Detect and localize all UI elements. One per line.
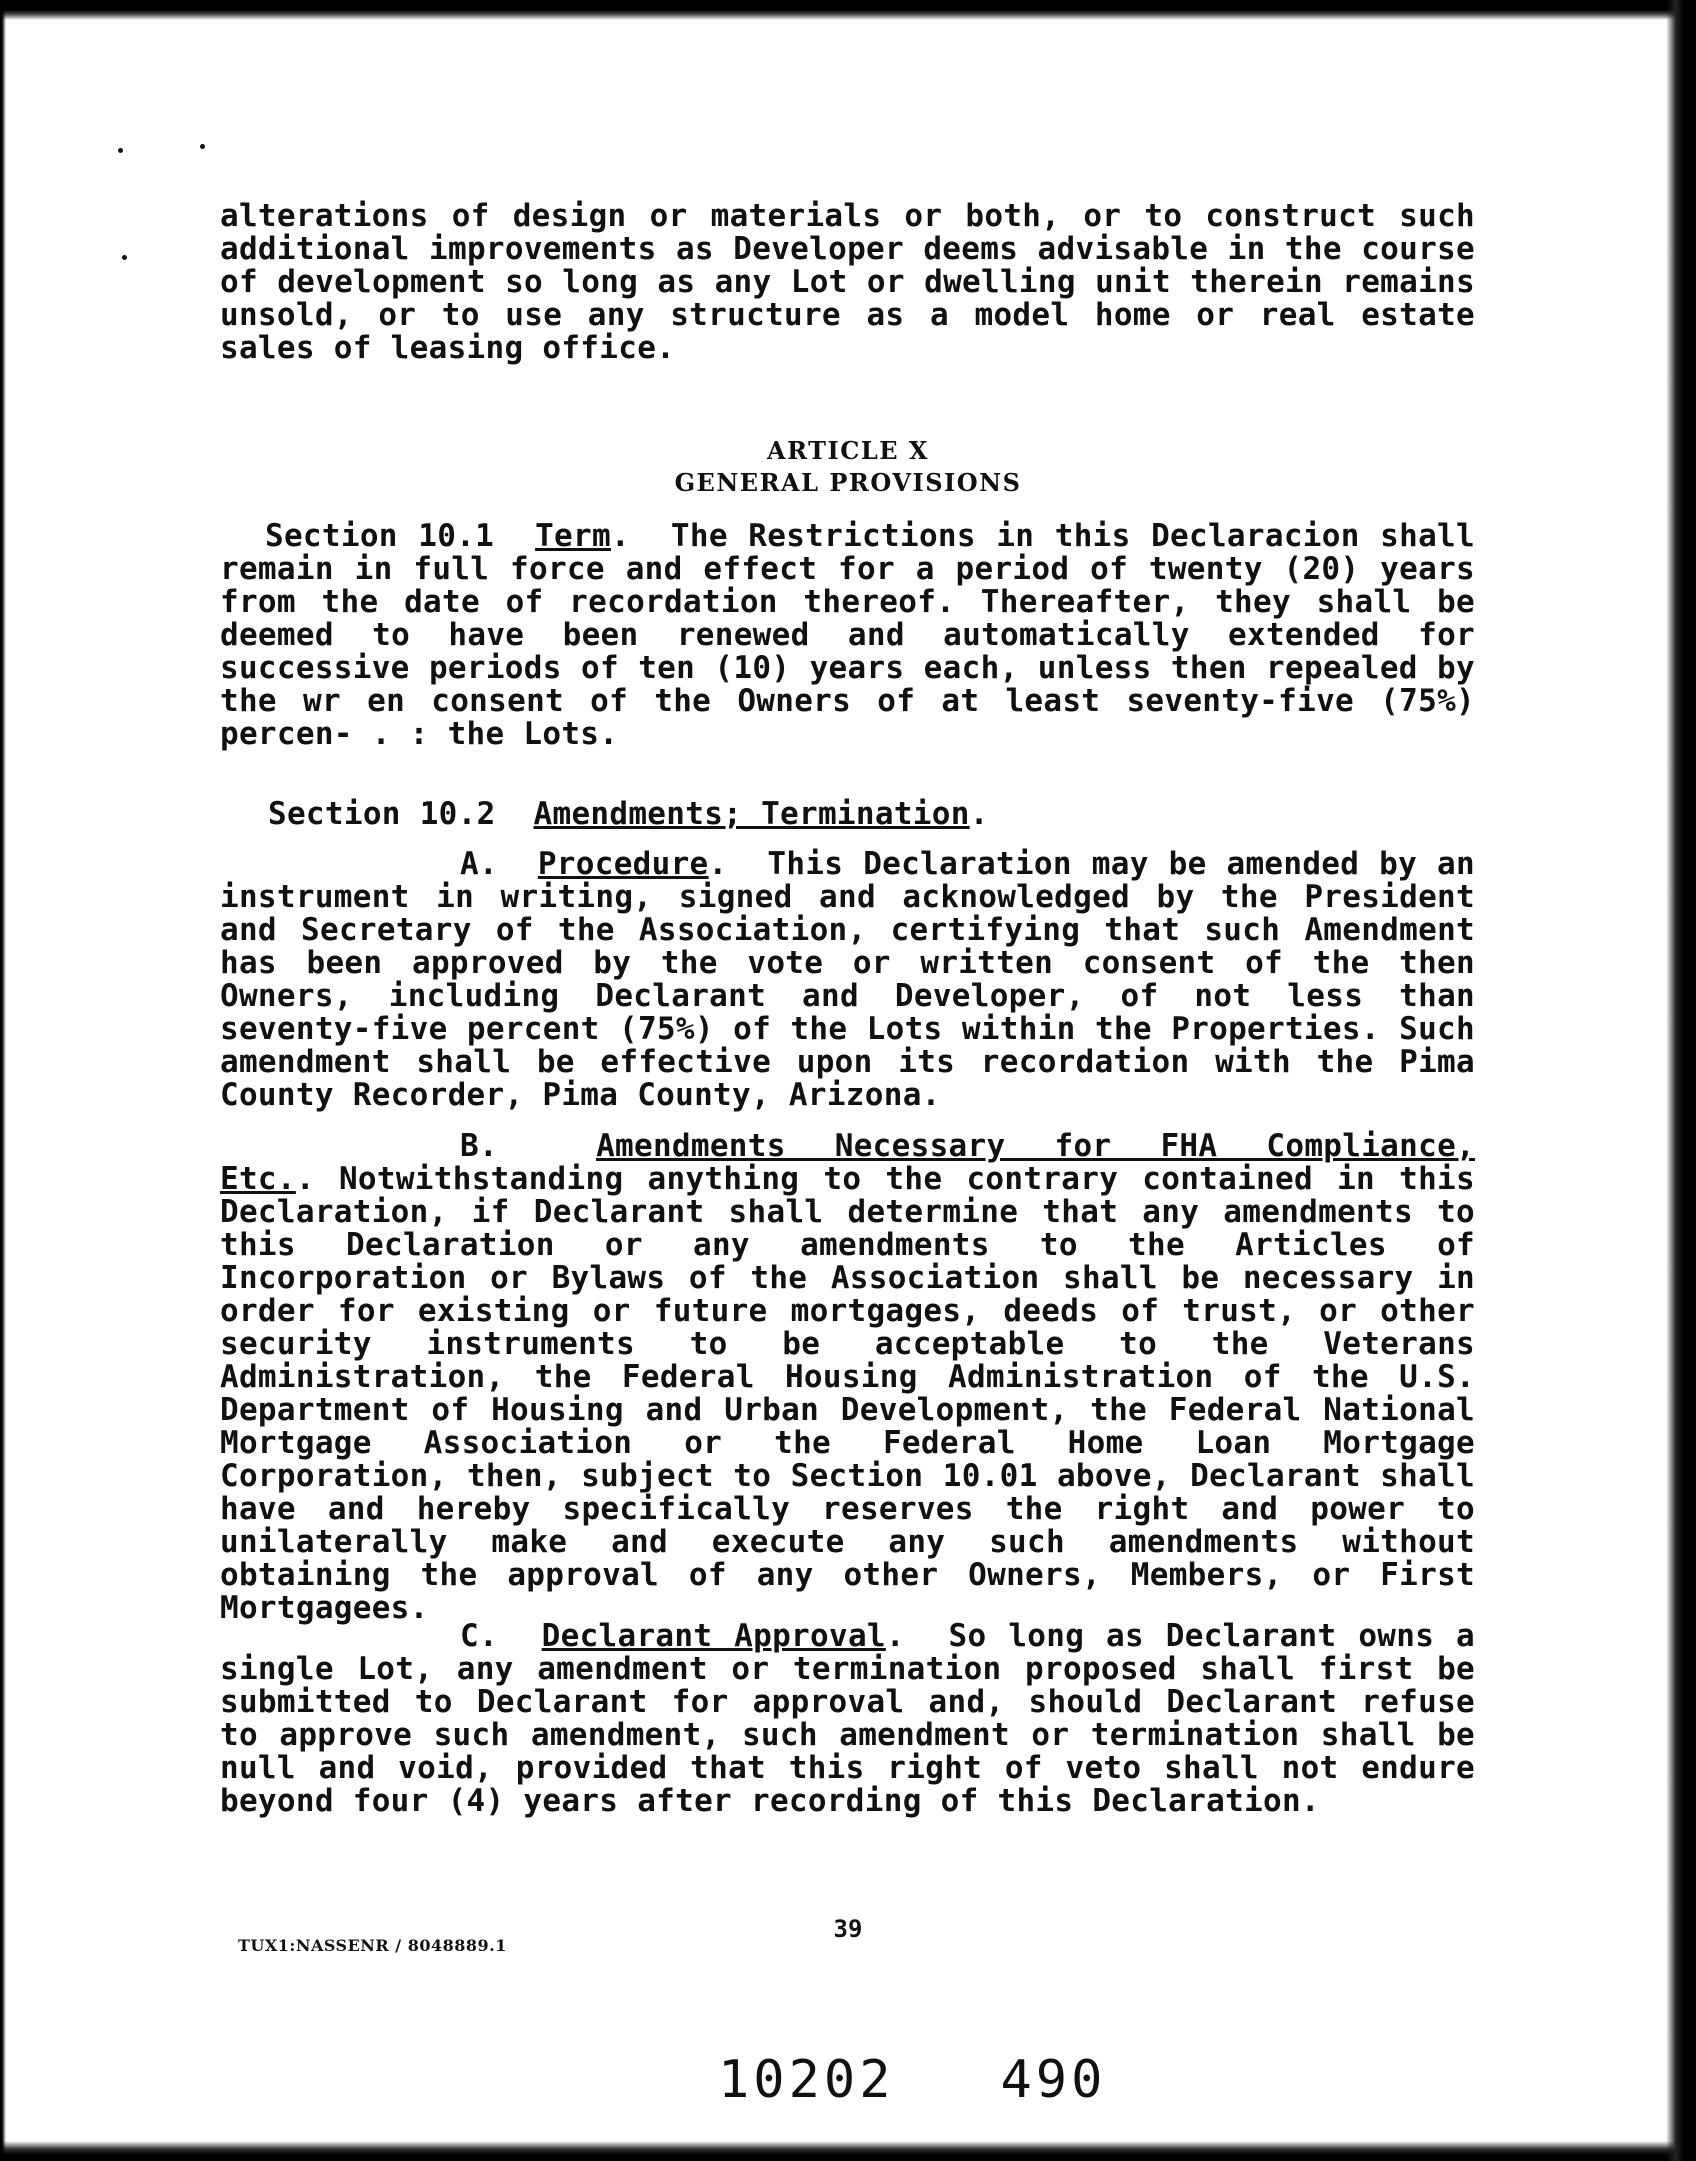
subsection-c-letter: C. — [460, 1618, 498, 1654]
subsection-c-heading: Declarant Approval — [541, 1618, 886, 1654]
section-10-1-heading: Term — [535, 518, 611, 554]
subsection-b-letter: B. — [460, 1128, 498, 1164]
scan-border-left — [0, 0, 6, 2161]
subsection-a-letter: A. — [460, 846, 498, 882]
subsection-b-heading: Amendments Necessary for FHA Compliance, Etc. — [220, 1128, 1475, 1197]
section-10-2-heading: Amendments; Termination — [533, 796, 970, 832]
subsection-c-text: So long as Declarant owns a single Lot, any amendment or termination proposed shall first be submitted to Declarant for approval and, should Declarant refuse to approve such amendment, such amendment or termination shall be null and void, provided that this right of veto shall not endure beyond four (4) years after recording of this Declaration. — [220, 1618, 1475, 1819]
recording-stamp: 10202 490 — [718, 2050, 1107, 2110]
article-number: ARTICLE X — [767, 436, 929, 465]
section-10-1-text: The Restrictions in this Declaracion shall remain in full force and effect for a period of twenty (20) years from the date of recordation thereof. Thereafter, they shall be deemed to have been renewed and automatically extended for successive periods of ten (10) years each, unless then repealed by the wr en consent of the Owners of at least seventy-five (75%) percen- . : the Lots. — [220, 518, 1475, 752]
document-code: TUX1:NASSENR / 8048889.1 — [238, 1936, 507, 1955]
page-number: 39 — [833, 1915, 863, 1943]
subsection-a-text: This Declaration may be amended by an instrument in writing, signed and acknowledged by the President and Secretary of the Association, certifying that such Amendment has been approved by the vote or written consent of the then Owners, including Declarant and Developer, of not less than seventy-five percent (75%) of the Lots within the Properties. Such amendment shall be effective upon its recordation with the Pima County Recorder, Pima County, Arizona. — [220, 846, 1475, 1113]
article-title: GENERAL PROVISIONS — [674, 468, 1022, 497]
scan-speck — [122, 255, 127, 260]
scan-speck — [118, 148, 123, 153]
section-10-1: Section 10.1 Term. The Restrictions in this Declaracion shall remain in full force and effect for a period of twenty (20) years from the date of recordation thereof. Thereafter, they shall be deemed to have been renewed and automatically extended for successive periods of ten (10) years each, unless then repealed by the wr en consent of the Owners of at least seventy-five (75%) percen- . : the Lots. — [220, 518, 1475, 752]
scan-speck — [200, 144, 205, 149]
scan-border-right — [1666, 0, 1696, 2161]
scan-border-top — [0, 0, 1696, 20]
section-10-2-label: Section 10.2 — [268, 796, 496, 832]
section-10-2-title: Section 10.2 Amendments; Termination. — [268, 796, 989, 832]
subsection-b: B. Amendments Necessary for FHA Compliance, Etc.. Notwithstanding anything to the contrary contained in this Declaration, if Declarant shall determine that any amendments to this Declaration or any amendments to the Articles of Incorporation or Bylaws of the Association shall be necessary in order for existing or future mortgages, deeds of trust, or other security instruments to be acceptable to the Veterans Administration, the Federal Housing Administration of the U.S. Department of Housing and Urban Development, the Federal National Mortgage Association or the Federal Home Loan Mortgage Corporation, then, subject to Section 10.01 above, Declarant shall have and hereby specifically reserves the right and power to unilaterally make and execute any such amendments without obtaining the approval of any other Owners, Members, or First Mortgagees. — [220, 1128, 1475, 1626]
subsection-b-text: Notwithstanding anything to the contrary contained in this Declaration, if Declarant shall determine that any amendments to this Declaration or any amendments to the Articles of Incorporation or Bylaws of the Association shall be necessary in order for existing or future mortgages, deeds of trust, or other security instruments to be acceptable to the Veterans Administration, the Federal Housing Administration of the U.S. Department of Housing and Urban Development, the Federal National Mortgage Association or the Federal Home Loan Mortgage Corporation, then, subject to Section 10.01 above, Declarant shall have and hereby specifically reserves the right and power to unilaterally make and execute any such amendments without obtaining the approval of any other Owners, Members, or First Mortgagees. — [220, 1161, 1475, 1626]
scan-border-bottom — [0, 2141, 1696, 2161]
subsection-a: A. Procedure. This Declaration may be amended by an instrument in writing, signed and acknowledged by the President and Secretary of the Association, certifying that such Amendment has been approved by the vote or written consent of the then Owners, including Declarant and Developer, of not less than seventy-five percent (75%) of the Lots within the Properties. Such amendment shall be effective upon its recordation with the Pima County Recorder, Pima County, Arizona. — [220, 846, 1475, 1113]
subsection-c: C. Declarant Approval. So long as Declarant owns a single Lot, any amendment or termination proposed shall first be submitted to Declarant for approval and, should Declarant refuse to approve such amendment, such amendment or termination shall be null and void, provided that this right of veto shall not endure beyond four (4) years after recording of this Declaration. — [220, 1618, 1475, 1819]
section-10-1-label: Section 10.1 — [265, 518, 495, 554]
opening-paragraph: alterations of design or materials or both, or to construct such additional improvements as Developer deems advisable in the course of development so long as any Lot or dwelling unit therein remains unsold, or to use any structure as a model home or real estate sales of leasing office. — [220, 198, 1475, 366]
subsection-a-heading: Procedure — [537, 846, 709, 882]
